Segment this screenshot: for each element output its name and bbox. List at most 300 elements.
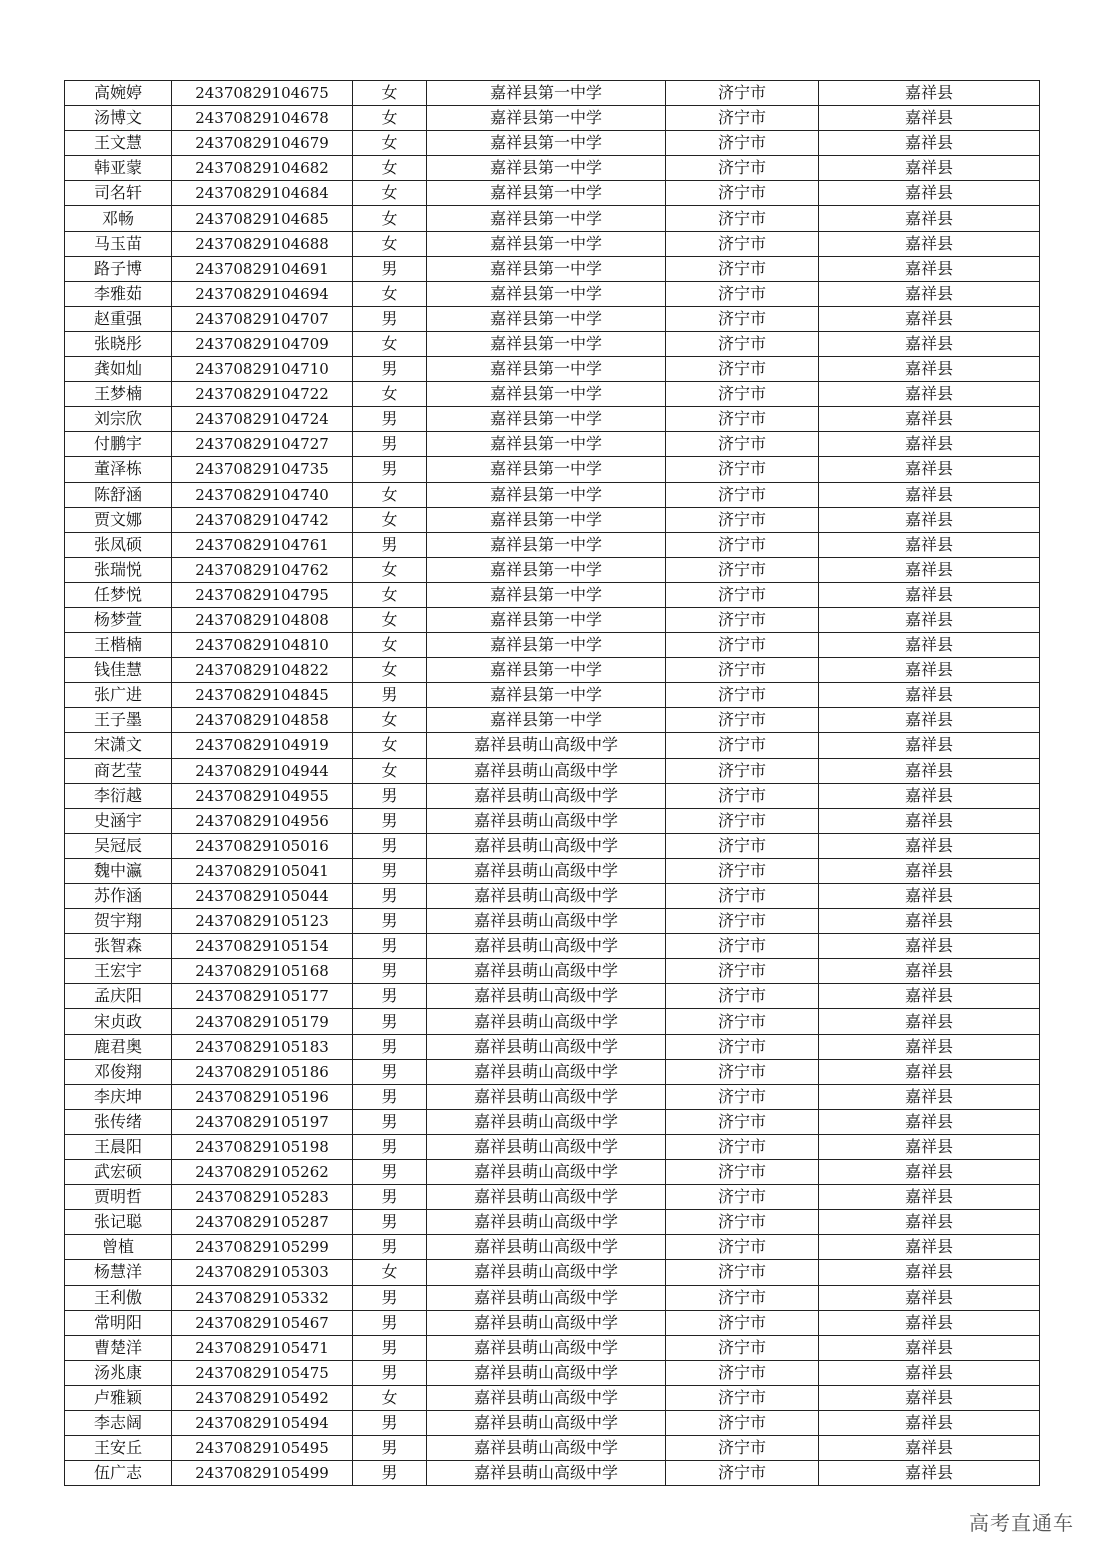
candidate-number-cell: 24370829104709: [172, 331, 353, 356]
county-cell: 嘉祥县: [819, 934, 1040, 959]
candidate-number-cell: 24370829105196: [172, 1084, 353, 1109]
candidate-number-cell: 24370829104724: [172, 407, 353, 432]
county-cell: 嘉祥县: [819, 382, 1040, 407]
school-cell: 嘉祥县第一中学: [427, 507, 666, 532]
county-cell: 嘉祥县: [819, 708, 1040, 733]
candidate-number-cell: 24370829104956: [172, 808, 353, 833]
county-cell: 嘉祥县: [819, 482, 1040, 507]
school-cell: 嘉祥县萌山高级中学: [427, 1034, 666, 1059]
gender-cell: 女: [353, 331, 427, 356]
table-row: [65, 181, 1040, 206]
city-cell: 济宁市: [666, 1109, 819, 1134]
city-cell: 济宁市: [666, 357, 819, 382]
school-cell: 嘉祥县第一中学: [427, 382, 666, 407]
county-cell: 嘉祥县: [819, 808, 1040, 833]
gender-cell: 女: [353, 607, 427, 632]
city-cell: 济宁市: [666, 256, 819, 281]
name-cell: 司名轩: [65, 181, 172, 206]
candidate-number-cell: 24370829104685: [172, 206, 353, 231]
gender-cell: 女: [353, 507, 427, 532]
table-row: [65, 1084, 1040, 1109]
city-cell: 济宁市: [666, 658, 819, 683]
gender-cell: 男: [353, 1310, 427, 1335]
candidate-number-cell: 24370829105283: [172, 1185, 353, 1210]
roster-table: [64, 80, 1040, 1486]
county-cell: 嘉祥县: [819, 1109, 1040, 1134]
gender-cell: 男: [353, 1235, 427, 1260]
name-cell: 钱佳慧: [65, 658, 172, 683]
county-cell: 嘉祥县: [819, 557, 1040, 582]
school-cell: 嘉祥县萌山高级中学: [427, 1285, 666, 1310]
table-row: [65, 909, 1040, 934]
city-cell: 济宁市: [666, 1134, 819, 1159]
table-row: [65, 1461, 1040, 1486]
city-cell: 济宁市: [666, 607, 819, 632]
name-cell: 张智森: [65, 934, 172, 959]
candidate-number-cell: 24370829104740: [172, 482, 353, 507]
city-cell: 济宁市: [666, 181, 819, 206]
school-cell: 嘉祥县萌山高级中学: [427, 858, 666, 883]
candidate-number-cell: 24370829105183: [172, 1034, 353, 1059]
table-row: [65, 331, 1040, 356]
table-row: [65, 1260, 1040, 1285]
table-row: [65, 1059, 1040, 1084]
county-cell: 嘉祥县: [819, 507, 1040, 532]
gender-cell: 男: [353, 1185, 427, 1210]
name-cell: 邓俊翔: [65, 1059, 172, 1084]
county-cell: 嘉祥县: [819, 1310, 1040, 1335]
name-cell: 王梦楠: [65, 382, 172, 407]
county-cell: 嘉祥县: [819, 532, 1040, 557]
city-cell: 济宁市: [666, 156, 819, 181]
county-cell: 嘉祥县: [819, 783, 1040, 808]
county-cell: 嘉祥县: [819, 1185, 1040, 1210]
city-cell: 济宁市: [666, 808, 819, 833]
gender-cell: 男: [353, 858, 427, 883]
school-cell: 嘉祥县萌山高级中学: [427, 1436, 666, 1461]
city-cell: 济宁市: [666, 382, 819, 407]
candidate-number-cell: 24370829104810: [172, 633, 353, 658]
candidate-number-cell: 24370829105186: [172, 1059, 353, 1084]
county-cell: 嘉祥县: [819, 884, 1040, 909]
table-row: [65, 733, 1040, 758]
school-cell: 嘉祥县第一中学: [427, 658, 666, 683]
county-cell: 嘉祥县: [819, 181, 1040, 206]
county-cell: 嘉祥县: [819, 633, 1040, 658]
table-row: [65, 959, 1040, 984]
name-cell: 宋贞政: [65, 1009, 172, 1034]
candidate-number-cell: 24370829104710: [172, 357, 353, 382]
county-cell: 嘉祥县: [819, 432, 1040, 457]
school-cell: 嘉祥县第一中学: [427, 231, 666, 256]
table-row: [65, 708, 1040, 733]
candidate-number-cell: 24370829105299: [172, 1235, 353, 1260]
city-cell: 济宁市: [666, 582, 819, 607]
school-cell: 嘉祥县第一中学: [427, 607, 666, 632]
name-cell: 王楷楠: [65, 633, 172, 658]
name-cell: 汤博文: [65, 106, 172, 131]
gender-cell: 女: [353, 482, 427, 507]
city-cell: 济宁市: [666, 1461, 819, 1486]
school-cell: 嘉祥县第一中学: [427, 81, 666, 106]
table-row: [65, 106, 1040, 131]
candidate-number-cell: 24370829105179: [172, 1009, 353, 1034]
gender-cell: 男: [353, 1285, 427, 1310]
name-cell: 贾明哲: [65, 1185, 172, 1210]
name-cell: 邓畅: [65, 206, 172, 231]
school-cell: 嘉祥县萌山高级中学: [427, 909, 666, 934]
table-row: [65, 858, 1040, 883]
county-cell: 嘉祥县: [819, 1360, 1040, 1385]
county-cell: 嘉祥县: [819, 758, 1040, 783]
county-cell: 嘉祥县: [819, 833, 1040, 858]
table-row: [65, 407, 1040, 432]
city-cell: 济宁市: [666, 1385, 819, 1410]
school-cell: 嘉祥县第一中学: [427, 557, 666, 582]
table-row: [65, 1235, 1040, 1260]
city-cell: 济宁市: [666, 306, 819, 331]
county-cell: 嘉祥县: [819, 231, 1040, 256]
gender-cell: 男: [353, 1109, 427, 1134]
candidate-number-cell: 24370829104762: [172, 557, 353, 582]
name-cell: 李衍越: [65, 783, 172, 808]
school-cell: 嘉祥县萌山高级中学: [427, 758, 666, 783]
county-cell: 嘉祥县: [819, 1461, 1040, 1486]
city-cell: 济宁市: [666, 231, 819, 256]
school-cell: 嘉祥县第一中学: [427, 532, 666, 557]
table-row: [65, 582, 1040, 607]
candidate-number-cell: 24370829105154: [172, 934, 353, 959]
city-cell: 济宁市: [666, 507, 819, 532]
school-cell: 嘉祥县第一中学: [427, 457, 666, 482]
city-cell: 济宁市: [666, 934, 819, 959]
gender-cell: 男: [353, 306, 427, 331]
city-cell: 济宁市: [666, 131, 819, 156]
table-row: [65, 482, 1040, 507]
table-row: [65, 783, 1040, 808]
school-cell: 嘉祥县萌山高级中学: [427, 1335, 666, 1360]
table-row: [65, 633, 1040, 658]
table-row: [65, 833, 1040, 858]
city-cell: 济宁市: [666, 959, 819, 984]
county-cell: 嘉祥县: [819, 1335, 1040, 1360]
table-row: [65, 306, 1040, 331]
table-row: [65, 1009, 1040, 1034]
school-cell: 嘉祥县第一中学: [427, 206, 666, 231]
gender-cell: 男: [353, 1034, 427, 1059]
city-cell: 济宁市: [666, 1310, 819, 1335]
school-cell: 嘉祥县萌山高级中学: [427, 808, 666, 833]
table-row: [65, 507, 1040, 532]
county-cell: 嘉祥县: [819, 1134, 1040, 1159]
county-cell: 嘉祥县: [819, 1160, 1040, 1185]
city-cell: 济宁市: [666, 984, 819, 1009]
school-cell: 嘉祥县第一中学: [427, 708, 666, 733]
candidate-number-cell: 24370829104919: [172, 733, 353, 758]
table-row: [65, 81, 1040, 106]
school-cell: 嘉祥县第一中学: [427, 281, 666, 306]
table-row: [65, 1109, 1040, 1134]
school-cell: 嘉祥县萌山高级中学: [427, 1009, 666, 1034]
school-cell: 嘉祥县萌山高级中学: [427, 1461, 666, 1486]
candidate-number-cell: 24370829104678: [172, 106, 353, 131]
name-cell: 伍广志: [65, 1461, 172, 1486]
school-cell: 嘉祥县第一中学: [427, 357, 666, 382]
candidate-number-cell: 24370829104727: [172, 432, 353, 457]
name-cell: 曹楚洋: [65, 1335, 172, 1360]
name-cell: 商艺莹: [65, 758, 172, 783]
county-cell: 嘉祥县: [819, 582, 1040, 607]
gender-cell: 男: [353, 833, 427, 858]
name-cell: 陈舒涵: [65, 482, 172, 507]
school-cell: 嘉祥县第一中学: [427, 482, 666, 507]
candidate-number-cell: 24370829104675: [172, 81, 353, 106]
school-cell: 嘉祥县萌山高级中学: [427, 1260, 666, 1285]
table-row: [65, 231, 1040, 256]
city-cell: 济宁市: [666, 106, 819, 131]
gender-cell: 女: [353, 1260, 427, 1285]
school-cell: 嘉祥县萌山高级中学: [427, 1410, 666, 1435]
gender-cell: 男: [353, 1360, 427, 1385]
county-cell: 嘉祥县: [819, 607, 1040, 632]
candidate-number-cell: 24370829105494: [172, 1410, 353, 1435]
city-cell: 济宁市: [666, 1009, 819, 1034]
table-row: [65, 1436, 1040, 1461]
county-cell: 嘉祥县: [819, 1059, 1040, 1084]
gender-cell: 男: [353, 783, 427, 808]
candidate-number-cell: 24370829104822: [172, 658, 353, 683]
gender-cell: 女: [353, 106, 427, 131]
county-cell: 嘉祥县: [819, 1260, 1040, 1285]
table-row: [65, 382, 1040, 407]
school-cell: 嘉祥县萌山高级中学: [427, 1059, 666, 1084]
city-cell: 济宁市: [666, 331, 819, 356]
city-cell: 济宁市: [666, 858, 819, 883]
school-cell: 嘉祥县萌山高级中学: [427, 959, 666, 984]
gender-cell: 男: [353, 1059, 427, 1084]
candidate-number-cell: 24370829104735: [172, 457, 353, 482]
name-cell: 赵重强: [65, 306, 172, 331]
name-cell: 张瑞悦: [65, 557, 172, 582]
county-cell: 嘉祥县: [819, 206, 1040, 231]
county-cell: 嘉祥县: [819, 858, 1040, 883]
city-cell: 济宁市: [666, 482, 819, 507]
gender-cell: 男: [353, 909, 427, 934]
table-row: [65, 1160, 1040, 1185]
gender-cell: 女: [353, 131, 427, 156]
table-row: [65, 532, 1040, 557]
city-cell: 济宁市: [666, 281, 819, 306]
gender-cell: 女: [353, 733, 427, 758]
name-cell: 孟庆阳: [65, 984, 172, 1009]
school-cell: 嘉祥县萌山高级中学: [427, 884, 666, 909]
name-cell: 吴冠辰: [65, 833, 172, 858]
city-cell: 济宁市: [666, 783, 819, 808]
candidate-number-cell: 24370829104707: [172, 306, 353, 331]
county-cell: 嘉祥县: [819, 1235, 1040, 1260]
gender-cell: 男: [353, 1009, 427, 1034]
name-cell: 常明阳: [65, 1310, 172, 1335]
candidate-number-cell: 24370829105303: [172, 1260, 353, 1285]
gender-cell: 女: [353, 658, 427, 683]
gender-cell: 女: [353, 582, 427, 607]
watermark: 高考直通车: [969, 1511, 1074, 1535]
school-cell: 嘉祥县萌山高级中学: [427, 1084, 666, 1109]
candidate-number-cell: 24370829104955: [172, 783, 353, 808]
county-cell: 嘉祥县: [819, 357, 1040, 382]
name-cell: 张晓彤: [65, 331, 172, 356]
table-row: [65, 557, 1040, 582]
name-cell: 王晨阳: [65, 1134, 172, 1159]
city-cell: 济宁市: [666, 1185, 819, 1210]
candidate-number-cell: 24370829105499: [172, 1461, 353, 1486]
county-cell: 嘉祥县: [819, 1385, 1040, 1410]
county-cell: 嘉祥县: [819, 658, 1040, 683]
name-cell: 苏作涵: [65, 884, 172, 909]
candidate-number-cell: 24370829105467: [172, 1310, 353, 1335]
county-cell: 嘉祥县: [819, 984, 1040, 1009]
candidate-number-cell: 24370829104684: [172, 181, 353, 206]
name-cell: 韩亚蒙: [65, 156, 172, 181]
gender-cell: 女: [353, 156, 427, 181]
table-row: [65, 1285, 1040, 1310]
candidate-number-cell: 24370829104808: [172, 607, 353, 632]
name-cell: 王文慧: [65, 131, 172, 156]
candidate-number-cell: 24370829104679: [172, 131, 353, 156]
table-row: [65, 432, 1040, 457]
county-cell: 嘉祥县: [819, 1285, 1040, 1310]
city-cell: 济宁市: [666, 733, 819, 758]
table-row: [65, 457, 1040, 482]
city-cell: 济宁市: [666, 1160, 819, 1185]
gender-cell: 男: [353, 808, 427, 833]
school-cell: 嘉祥县第一中学: [427, 256, 666, 281]
gender-cell: 女: [353, 181, 427, 206]
candidate-number-cell: 24370829104694: [172, 281, 353, 306]
name-cell: 高婉婷: [65, 81, 172, 106]
candidate-number-cell: 24370829105495: [172, 1436, 353, 1461]
name-cell: 杨慧洋: [65, 1260, 172, 1285]
gender-cell: 男: [353, 532, 427, 557]
candidate-number-cell: 24370829105044: [172, 884, 353, 909]
name-cell: 任梦悦: [65, 582, 172, 607]
county-cell: 嘉祥县: [819, 407, 1040, 432]
city-cell: 济宁市: [666, 1235, 819, 1260]
table-row: [65, 1360, 1040, 1385]
gender-cell: 男: [353, 357, 427, 382]
gender-cell: 男: [353, 1160, 427, 1185]
table-row: [65, 758, 1040, 783]
table-row: [65, 1185, 1040, 1210]
city-cell: 济宁市: [666, 683, 819, 708]
name-cell: 贺宇翔: [65, 909, 172, 934]
county-cell: 嘉祥县: [819, 306, 1040, 331]
candidate-number-cell: 24370829104858: [172, 708, 353, 733]
county-cell: 嘉祥县: [819, 256, 1040, 281]
gender-cell: 男: [353, 934, 427, 959]
gender-cell: 男: [353, 457, 427, 482]
table-row: [65, 357, 1040, 382]
school-cell: 嘉祥县第一中学: [427, 582, 666, 607]
table-row: [65, 281, 1040, 306]
city-cell: 济宁市: [666, 81, 819, 106]
candidate-number-cell: 24370829104691: [172, 256, 353, 281]
gender-cell: 男: [353, 407, 427, 432]
name-cell: 张凤硕: [65, 532, 172, 557]
city-cell: 济宁市: [666, 884, 819, 909]
gender-cell: 男: [353, 1084, 427, 1109]
gender-cell: 男: [353, 1410, 427, 1435]
county-cell: 嘉祥县: [819, 683, 1040, 708]
candidate-number-cell: 24370829104742: [172, 507, 353, 532]
county-cell: 嘉祥县: [819, 457, 1040, 482]
name-cell: 李志阔: [65, 1410, 172, 1435]
gender-cell: 男: [353, 432, 427, 457]
candidate-number-cell: 24370829104795: [172, 582, 353, 607]
gender-cell: 男: [353, 1461, 427, 1486]
city-cell: 济宁市: [666, 833, 819, 858]
school-cell: 嘉祥县萌山高级中学: [427, 984, 666, 1009]
name-cell: 史涵宇: [65, 808, 172, 833]
county-cell: 嘉祥县: [819, 909, 1040, 934]
city-cell: 济宁市: [666, 557, 819, 582]
table-row: [65, 1385, 1040, 1410]
city-cell: 济宁市: [666, 909, 819, 934]
table-row: [65, 884, 1040, 909]
school-cell: 嘉祥县萌山高级中学: [427, 934, 666, 959]
table-row: [65, 156, 1040, 181]
table-row: [65, 1335, 1040, 1360]
county-cell: 嘉祥县: [819, 1034, 1040, 1059]
school-cell: 嘉祥县萌山高级中学: [427, 1185, 666, 1210]
gender-cell: 女: [353, 708, 427, 733]
candidate-number-cell: 24370829105016: [172, 833, 353, 858]
name-cell: 张传绪: [65, 1109, 172, 1134]
city-cell: 济宁市: [666, 1285, 819, 1310]
school-cell: 嘉祥县萌山高级中学: [427, 733, 666, 758]
table-row: [65, 808, 1040, 833]
county-cell: 嘉祥县: [819, 1009, 1040, 1034]
city-cell: 济宁市: [666, 1210, 819, 1235]
city-cell: 济宁市: [666, 1034, 819, 1059]
school-cell: 嘉祥县第一中学: [427, 306, 666, 331]
name-cell: 贾文娜: [65, 507, 172, 532]
county-cell: 嘉祥县: [819, 281, 1040, 306]
gender-cell: 男: [353, 1210, 427, 1235]
candidate-number-cell: 24370829105168: [172, 959, 353, 984]
school-cell: 嘉祥县萌山高级中学: [427, 1310, 666, 1335]
gender-cell: 女: [353, 281, 427, 306]
name-cell: 张广进: [65, 683, 172, 708]
candidate-number-cell: 24370829104682: [172, 156, 353, 181]
candidate-number-cell: 24370829105041: [172, 858, 353, 883]
name-cell: 董泽栋: [65, 457, 172, 482]
city-cell: 济宁市: [666, 1059, 819, 1084]
candidate-number-cell: 24370829105471: [172, 1335, 353, 1360]
city-cell: 济宁市: [666, 457, 819, 482]
city-cell: 济宁市: [666, 432, 819, 457]
gender-cell: 男: [353, 256, 427, 281]
school-cell: 嘉祥县第一中学: [427, 432, 666, 457]
table-row: [65, 1410, 1040, 1435]
name-cell: 张记聪: [65, 1210, 172, 1235]
name-cell: 付鹏宇: [65, 432, 172, 457]
city-cell: 济宁市: [666, 1410, 819, 1435]
gender-cell: 女: [353, 206, 427, 231]
candidate-number-cell: 24370829104761: [172, 532, 353, 557]
school-cell: 嘉祥县萌山高级中学: [427, 1134, 666, 1159]
county-cell: 嘉祥县: [819, 1410, 1040, 1435]
